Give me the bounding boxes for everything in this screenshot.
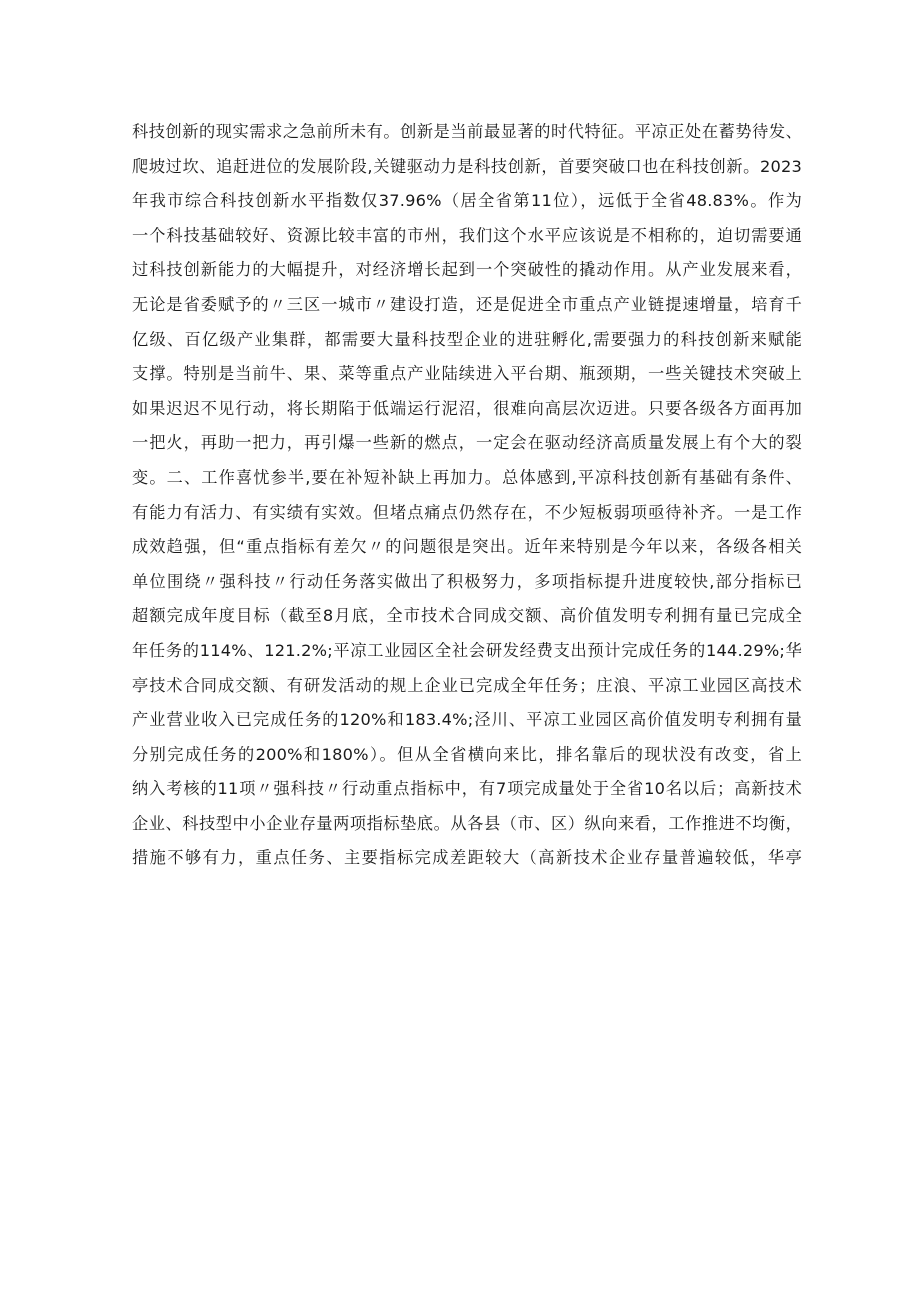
text-line: 一把火，再助一把力，再引爆一些新的燃点，一定会在驱动经济高质量发展上有个大的裂: [132, 433, 802, 453]
text-line: 年任务的114%、121.2%;平凉工业园区全社会研发经费支出预计完成任务的144.29%;华: [132, 640, 802, 660]
text-line: 分别完成任务的200%和180%）。但从全省横向来比，排名靠后的现状没有改变，省上: [132, 744, 802, 764]
text-line: 变。二、工作喜忧参半,要在补短补缺上再加力。总体感到,平凉科技创新有基础有条件、: [132, 467, 802, 487]
text-line: 产业营业收入已完成任务的120%和183.4%;泾川、平凉工业园区高价值发明专利拥有量: [132, 710, 802, 730]
text-line: 单位围绕〃强科技〃行动任务落实做出了积极努力，多项指标提升进度较快,部分指标已: [132, 571, 802, 591]
text-line: 爬坡过坎、追赶进位的发展阶段,关键驱动力是科技创新，首要突破口也在科技创新。2023: [132, 156, 802, 176]
text-line: 有能力有活力、有实绩有实效。但堵点痛点仍然存在，不少短板弱项亟待补齐。一是工作: [132, 502, 802, 522]
body-text: [132, 115, 802, 876]
text-line: 支撑。特别是当前牛、果、菜等重点产业陆续进入平台期、瓶颈期，一些关键技术突破上: [132, 364, 802, 384]
text-line: 亿级、百亿级产业集群，都需要大量科技型企业的进驻孵化,需要强力的科技创新来赋能: [132, 329, 802, 349]
text-line: 超额完成年度目标（截至8月底，全市技术合同成交额、高价值发明专利拥有量已完成全: [132, 606, 802, 626]
text-line: 如果迟迟不见行动，将长期陷于低端运行泥沼，很难向高层次迈进。只要各级各方面再加: [132, 398, 802, 418]
text-line: 亭技术合同成交额、有研发活动的规上企业已完成全年任务；庄浪、平凉工业园区高技术: [132, 675, 802, 695]
text-line: 企业、科技型中小企业存量两项指标垫底。从各县（市、区）纵向来看，工作推进不均衡，: [132, 813, 802, 833]
text-line: 科技创新的现实需求之急前所未有。创新是当前最显著的时代特征。平凉正处在蓄势待发、: [132, 122, 802, 141]
text-line: 一个科技基础较好、资源比较丰富的市州，我们这个水平应该说是不相称的，迫切需要通: [132, 225, 802, 245]
text-line: 纳入考核的11项〃强科技〃行动重点指标中，有7项完成量处于全省10名以后；高新技术: [132, 779, 802, 799]
text-line: 年我市综合科技创新水平指数仅37.96%（居全省第11位），远低于全省48.83%。作为: [132, 191, 802, 211]
text-line: 措施不够有力，重点任务、主要指标完成差距较大（高新技术企业存量普遍较低，华亭: [132, 848, 802, 868]
text-line: 无论是省委赋予的〃三区一城市〃建设打造，还是促进全市重点产业链提速增量，培育千: [132, 294, 802, 314]
text-line: 过科技创新能力的大幅提升，对经济增长起到一个突破性的撬动作用。从产业发展来看，: [132, 260, 802, 280]
text-line: 成效趋强，但“重点指标有差欠〃的问题很是突出。近年来特别是今年以来，各级各相关: [132, 537, 802, 557]
